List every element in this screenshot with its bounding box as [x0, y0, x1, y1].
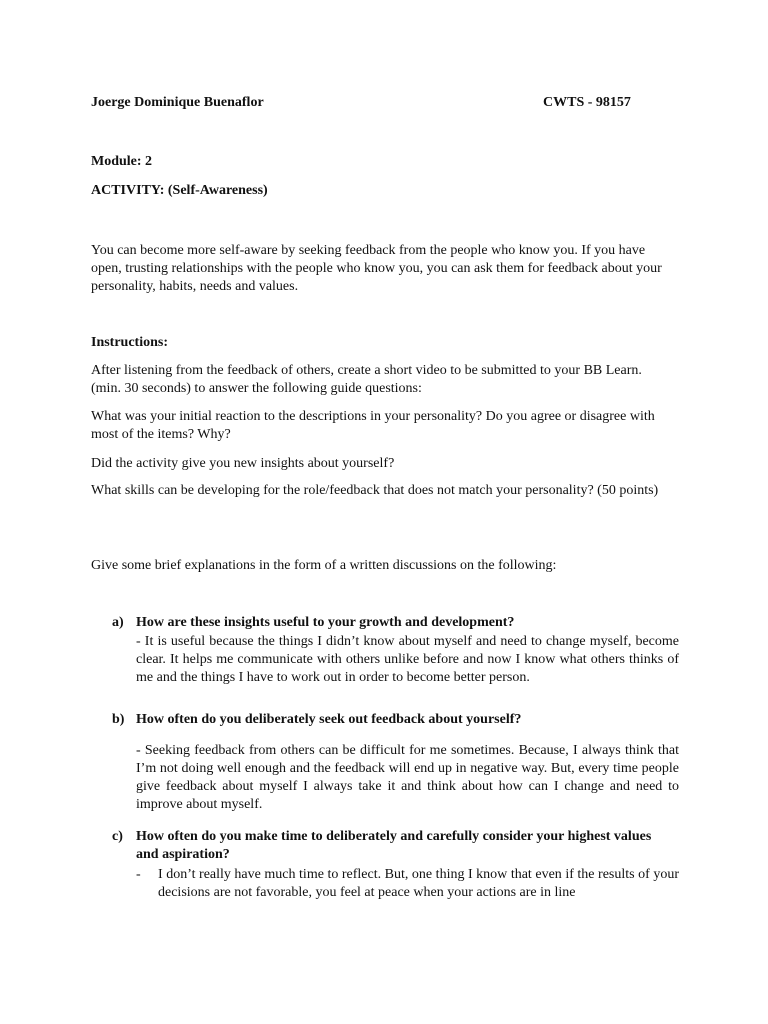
answer-text: - It is useful because the things I didn’t know about myself and need to change myself, become clear. It helps me communicate with others unlike before and now I know what others thinks of me and the things I have to work out in order to become better person.	[136, 634, 679, 685]
question-text: How often do you deliberately seek out feedback about yourself?	[136, 712, 522, 727]
question-text: How often do you make time to deliberately and carefully consider your highest values and aspiration?	[136, 829, 652, 862]
course-code: CWTS - 98157	[543, 95, 631, 110]
instruction-paragraph: What was your initial reaction to the descriptions in your personality? Do you agree or disagree with most of the items? Why?	[91, 409, 655, 442]
question-marker: a)	[112, 615, 124, 630]
activity-title: ACTIVITY: (Self-Awareness)	[91, 183, 268, 198]
module-label: Module: 2	[91, 154, 153, 169]
author-name: Joerge Dominique Buenaflor	[91, 95, 264, 110]
answer-marker: -	[136, 867, 141, 882]
discussion-intro: Give some brief explanations in the form of a written discussions on the following:	[91, 558, 557, 573]
question-text: How are these insights useful to your growth and development?	[136, 615, 515, 630]
instruction-paragraph: After listening from the feedback of others, create a short video to be submitted to your BB Learn. (min. 30 seconds) to answer the following guide questions:	[91, 363, 642, 396]
question-marker: b)	[112, 712, 125, 727]
instruction-paragraph: What skills can be developing for the role/feedback that does not match your personality? (50 points)	[91, 483, 659, 498]
instructions-heading: Instructions:	[91, 335, 169, 350]
intro-paragraph: You can become more self-aware by seeking feedback from the people who know you. If you have open, trusting relationships with the people who know you, you can ask them for feedback about your personality, habits, needs and values.	[91, 243, 662, 294]
answer-text: I don’t really have much time to reflect. But, one thing I know that even if the results of your decisions are not favorable, you feel at peace when your actions are in line	[158, 867, 679, 900]
question-marker: c)	[112, 829, 123, 844]
answer-text: - Seeking feedback from others can be difficult for me sometimes. Because, I always think that I’m not doing well enough and the feedback will end up in negative way. But, every time people give feedback about myself I always take it and think about how can I change and need to improve about myself.	[136, 743, 679, 812]
instruction-paragraph: Did the activity give you new insights about yourself?	[91, 456, 395, 471]
